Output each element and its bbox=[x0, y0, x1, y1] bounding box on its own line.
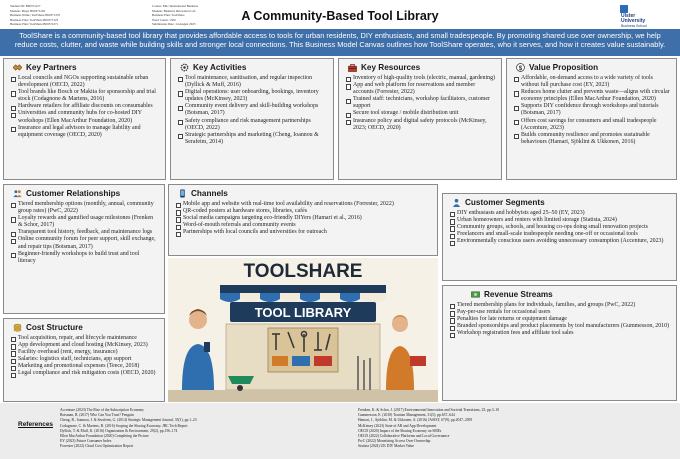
logo-mark-icon bbox=[620, 5, 628, 13]
reference-item: Hamari, J., Sjöklint, M. & Ukkonen, A. (2016) JASIST, 67(9), pp.2047–2059 bbox=[358, 418, 473, 423]
list-item: Builds community resilience and promotes sustainable behaviours (Hamari, Sjöklint & Ukkonen, 2016) bbox=[513, 132, 670, 146]
list-item: Freelancers and small-scale tradespeople needing one-off or occasional tools bbox=[449, 231, 670, 238]
section-title: Revenue Streams bbox=[484, 290, 553, 299]
list-item: Facility overhead (rent, energy, insurance) bbox=[10, 349, 158, 356]
references-column-2 bbox=[358, 408, 658, 450]
meta-line: Business Plan: ToolShare B00371323 bbox=[10, 17, 59, 22]
list-item: Legal compliance and risk mitigation costs (OECD, 2020) bbox=[10, 370, 158, 377]
list-item: Tiered membership plans for individuals, families, and groups (PwC, 2022) bbox=[449, 302, 670, 309]
toolshare-illustration bbox=[168, 258, 438, 402]
university-logo bbox=[620, 5, 658, 28]
list-item: Social media campaigns targeting eco-friendly DIYers (Hamari et al., 2016) bbox=[175, 215, 431, 222]
intro-banner: ToolShare is a community-based tool library that provides affordable access to tools for urban residents, DIY enthusiasts, and small tradespeople. By promoting shared use over ownership, we help reduce costs, clutter, and waste while building skills and stronger local connections. This Business Model Canvas outlines how ToolShare operates, who it serves, and how it creates value sustainably. bbox=[0, 29, 680, 56]
list-item: Branded sponsorships and product placements by tool manufacturers (Gummesson, 2010) bbox=[449, 323, 670, 330]
list-item: Loyalty rewards and gamified usage milestones (Frenken & Schor, 2017) bbox=[10, 215, 158, 229]
list-item: Local councils and NGOs supporting sustainable urban development (OECD, 2022) bbox=[10, 75, 159, 89]
meta-line: Student ID: B00371227 bbox=[10, 4, 41, 8]
key-activities-list bbox=[177, 75, 327, 146]
revenue-streams-box bbox=[442, 285, 677, 401]
list-item: Strategic partnerships and marketing (Cheng, Ioannou & Serafeim, 2014) bbox=[177, 132, 327, 146]
storefront-illustration bbox=[168, 258, 438, 402]
list-item: App and web platform for reservations and member accounts (Forrester, 2022) bbox=[345, 82, 495, 96]
list-item: Tool maintenance, sanitisation, and regular inspection (Dyllick & Muff, 2016) bbox=[177, 75, 327, 89]
cost-structure-box bbox=[3, 318, 165, 402]
customer-relationships-box bbox=[3, 184, 165, 314]
key-activities-box bbox=[170, 58, 334, 180]
reference-item: Frenken, K. & Schor, J. (2017) Environmental Innovation and Societal Transitions, 23, pp.3–10 bbox=[358, 408, 500, 412]
list-item: Insurance and legal advisors to manage liability and equipment coverage (OECD, 2020) bbox=[10, 125, 159, 139]
list-item: Urban homeowners and renters with limited storage (Statista, 2024) bbox=[449, 217, 670, 224]
list-item: Digital operations: user onboarding, bookings, inventory updates (McKinsey, 2023) bbox=[177, 89, 327, 103]
reference-item: Gummesson, E. (2010) Tourism Management, 31(5), pp.637–644 bbox=[358, 413, 455, 418]
page-title: A Community-Based Tool Library bbox=[241, 9, 439, 23]
logo-line: University bbox=[621, 18, 646, 24]
section-title: Customer Relationships bbox=[26, 189, 121, 198]
cost-structure-list bbox=[10, 335, 158, 378]
list-item: Supports DIY confidence through workshops and tutorials (Botsman, 2017) bbox=[513, 103, 670, 117]
list-item: Community groups, schools, and housing co-ops doing small renovation projects bbox=[449, 224, 670, 231]
value-proposition-box bbox=[506, 58, 677, 180]
customer-relationships-list bbox=[10, 201, 158, 265]
meta-line: Business Plan: ToolShare bbox=[152, 13, 185, 17]
list-item: QR-coded posters at hardware stores, libraries, cafés bbox=[175, 208, 431, 215]
list-item: Tool acquisition, repair, and lifecycle maintenance bbox=[10, 335, 158, 342]
list-item: Penalties for late returns or equipment damage bbox=[449, 316, 670, 323]
reference-item: McKinsey (2023) State of AR and App Development bbox=[358, 423, 437, 428]
reference-item: Dyllick, T. & Muff, K. (2016) Organization & Environment, 29(2), pp.156–174 bbox=[60, 428, 178, 433]
reference-item: PwC (2022) Monetizing Access Over Ownership bbox=[358, 439, 431, 444]
svg-text:$: $ bbox=[518, 64, 523, 72]
list-item: Marketing and promotional expenses (Teece, 2018) bbox=[10, 363, 158, 370]
list-item: DIY enthusiasts and hobbyists aged 25–50 (EY, 2023) bbox=[449, 210, 670, 217]
reference-item: Accenture (2023) The Rise of the Subscription Economy bbox=[60, 408, 145, 412]
list-item: Partnerships with local councils and universities for outreach bbox=[175, 229, 431, 236]
list-item: Offers cost savings for consumers and small tradespeople (Accenture, 2023) bbox=[513, 118, 670, 132]
list-item: Online community forum for peer support, skill exchange, and repair tips (Botsman, 2017) bbox=[10, 236, 158, 250]
list-item: Insurance policy and digital safety protocols (McKinsey, 2023; OECD, 2020) bbox=[345, 118, 495, 132]
list-item: Word-of-mouth referrals and community events bbox=[175, 222, 431, 229]
dollar-icon bbox=[516, 63, 525, 72]
section-title: Key Partners bbox=[26, 63, 77, 72]
section-title: Key Resources bbox=[361, 63, 421, 72]
meta-line: Module: Business Innovation Lab bbox=[152, 8, 196, 13]
reference-item: Forrester (2022) Cloud Cost Optimization Report bbox=[60, 444, 134, 449]
money-icon bbox=[471, 290, 480, 299]
people-icon bbox=[13, 189, 22, 198]
customer-segments-list bbox=[449, 210, 670, 245]
meta-line: Course: MSc International Business bbox=[152, 4, 198, 8]
list-item: Inventory of high-quality tools (electric, manual, gardening) bbox=[345, 75, 495, 82]
list-item: Beginner-friendly workshops to build trust and tool literacy bbox=[10, 251, 158, 265]
key-resources-box bbox=[338, 58, 502, 180]
gear-icon bbox=[180, 63, 189, 72]
section-title: Customer Segments bbox=[465, 198, 545, 207]
meta-line: Word Count: 1500 bbox=[152, 17, 176, 22]
reference-item: OECD (2020) Impact of the Sharing Economy on SMEs bbox=[358, 428, 442, 433]
list-item: Environmentally conscious users avoiding unnecessary consumption (Accenture, 2023) bbox=[449, 238, 670, 245]
key-partners-list bbox=[10, 75, 159, 139]
references-label: References bbox=[18, 421, 54, 428]
list-item: Transparent tool history, feedback, and maintenance logs bbox=[10, 229, 158, 236]
section-title: Channels bbox=[191, 189, 228, 198]
reference-item: Ellen MacArthur Foundation (2020) Completing the Picture bbox=[60, 434, 149, 439]
list-item: Trained staff: technicians, workshop facilitators, customer support bbox=[345, 96, 495, 110]
channels-box bbox=[168, 184, 438, 256]
sign-text: TOOL LIBRARY bbox=[254, 305, 352, 320]
key-partners-box bbox=[3, 58, 166, 180]
key-resources-list bbox=[345, 75, 495, 132]
reference-item: EY (2023) Future Consumer Index bbox=[60, 439, 112, 444]
list-item: Workshop registration fees and affiliate tool sales bbox=[449, 330, 670, 337]
phone-icon bbox=[178, 189, 187, 198]
list-item: Reduces home clutter and prevents waste—aligns with circular economy principles (Ellen MacArthur Foundation, 2020) bbox=[513, 89, 670, 103]
list-item: Pay-per-use rentals for occasional users bbox=[449, 309, 670, 316]
reference-item: Codagnone, C. & Martens, B. (2016) Scoping the Sharing Economy. JRC Tech Report bbox=[60, 423, 188, 428]
meta-line: Business Plan: ToolShare B00372271 bbox=[10, 22, 59, 26]
logo-line: Ulster bbox=[621, 13, 636, 19]
list-item: Salaries: logistics staff, technicians, app support bbox=[10, 356, 158, 363]
list-item: Tiered membership options (monthly, annual, community group rates) (PwC, 2022) bbox=[10, 201, 158, 215]
list-item: Hardware retailers for affiliate discounts on consumables bbox=[10, 103, 159, 110]
list-item: Universities and community hubs for co-hosted DIY workshops (Ellen MacArthur Foundation, 2020) bbox=[10, 110, 159, 124]
section-title: Cost Structure bbox=[26, 323, 83, 332]
references-column-1 bbox=[60, 408, 360, 450]
value-proposition-list bbox=[513, 75, 670, 146]
list-item: Affordable, on-demand access to a wide variety of tools without full purchase cost (EY, 2023) bbox=[513, 75, 670, 89]
person-icon bbox=[452, 198, 461, 207]
list-item: Mobile app and website with real-time tool availability and reservations (Forrester, 2022) bbox=[175, 201, 431, 208]
customer-segments-box bbox=[442, 193, 677, 281]
illustration-headline: TOOLSHARE bbox=[243, 261, 363, 282]
list-item: Secure tool storage / mobile distribution unit bbox=[345, 110, 495, 117]
meta-line: Submission Date: 14 August 2025 bbox=[152, 22, 196, 26]
meta-line: Business Name: ToolShare B00371270 bbox=[10, 13, 61, 17]
reference-item: Statista (2024) UK DIY Market Value bbox=[358, 444, 415, 449]
revenue-streams-list bbox=[449, 302, 670, 337]
reference-item: OECD (2022) Collaborative Platforms and Local Governance bbox=[358, 434, 450, 439]
list-item: Community event delivery and skill-building workshops (Botsman, 2017) bbox=[177, 103, 327, 117]
meta-line: Module: Major B00371292 bbox=[10, 8, 46, 13]
list-item: Tool brands like Bosch or Makita for sponsorship and trial stock (Codagnone & Martens, 2016) bbox=[10, 89, 159, 103]
reference-item: Botsman, R. (2017) Who Can You Trust? Penguin bbox=[60, 413, 134, 418]
handshake-icon bbox=[13, 63, 22, 72]
awning bbox=[220, 285, 386, 302]
channels-list bbox=[175, 201, 431, 236]
reference-item: Cheng, B., Ioannou, I. & Serafeim, G. (2014) Strategic Management Journal, 35(1), pp.1–23 bbox=[60, 418, 197, 423]
logo-line: Business School bbox=[621, 24, 647, 28]
list-item: App development and cloud hosting (McKinsey, 2023) bbox=[10, 342, 158, 349]
list-item: Safety compliance and risk management partnerships (OECD, 2022) bbox=[177, 118, 327, 132]
coins-icon bbox=[13, 323, 22, 332]
toolbox-icon bbox=[348, 63, 357, 72]
section-title: Value Proposition bbox=[529, 63, 599, 72]
section-title: Key Activities bbox=[193, 63, 247, 72]
